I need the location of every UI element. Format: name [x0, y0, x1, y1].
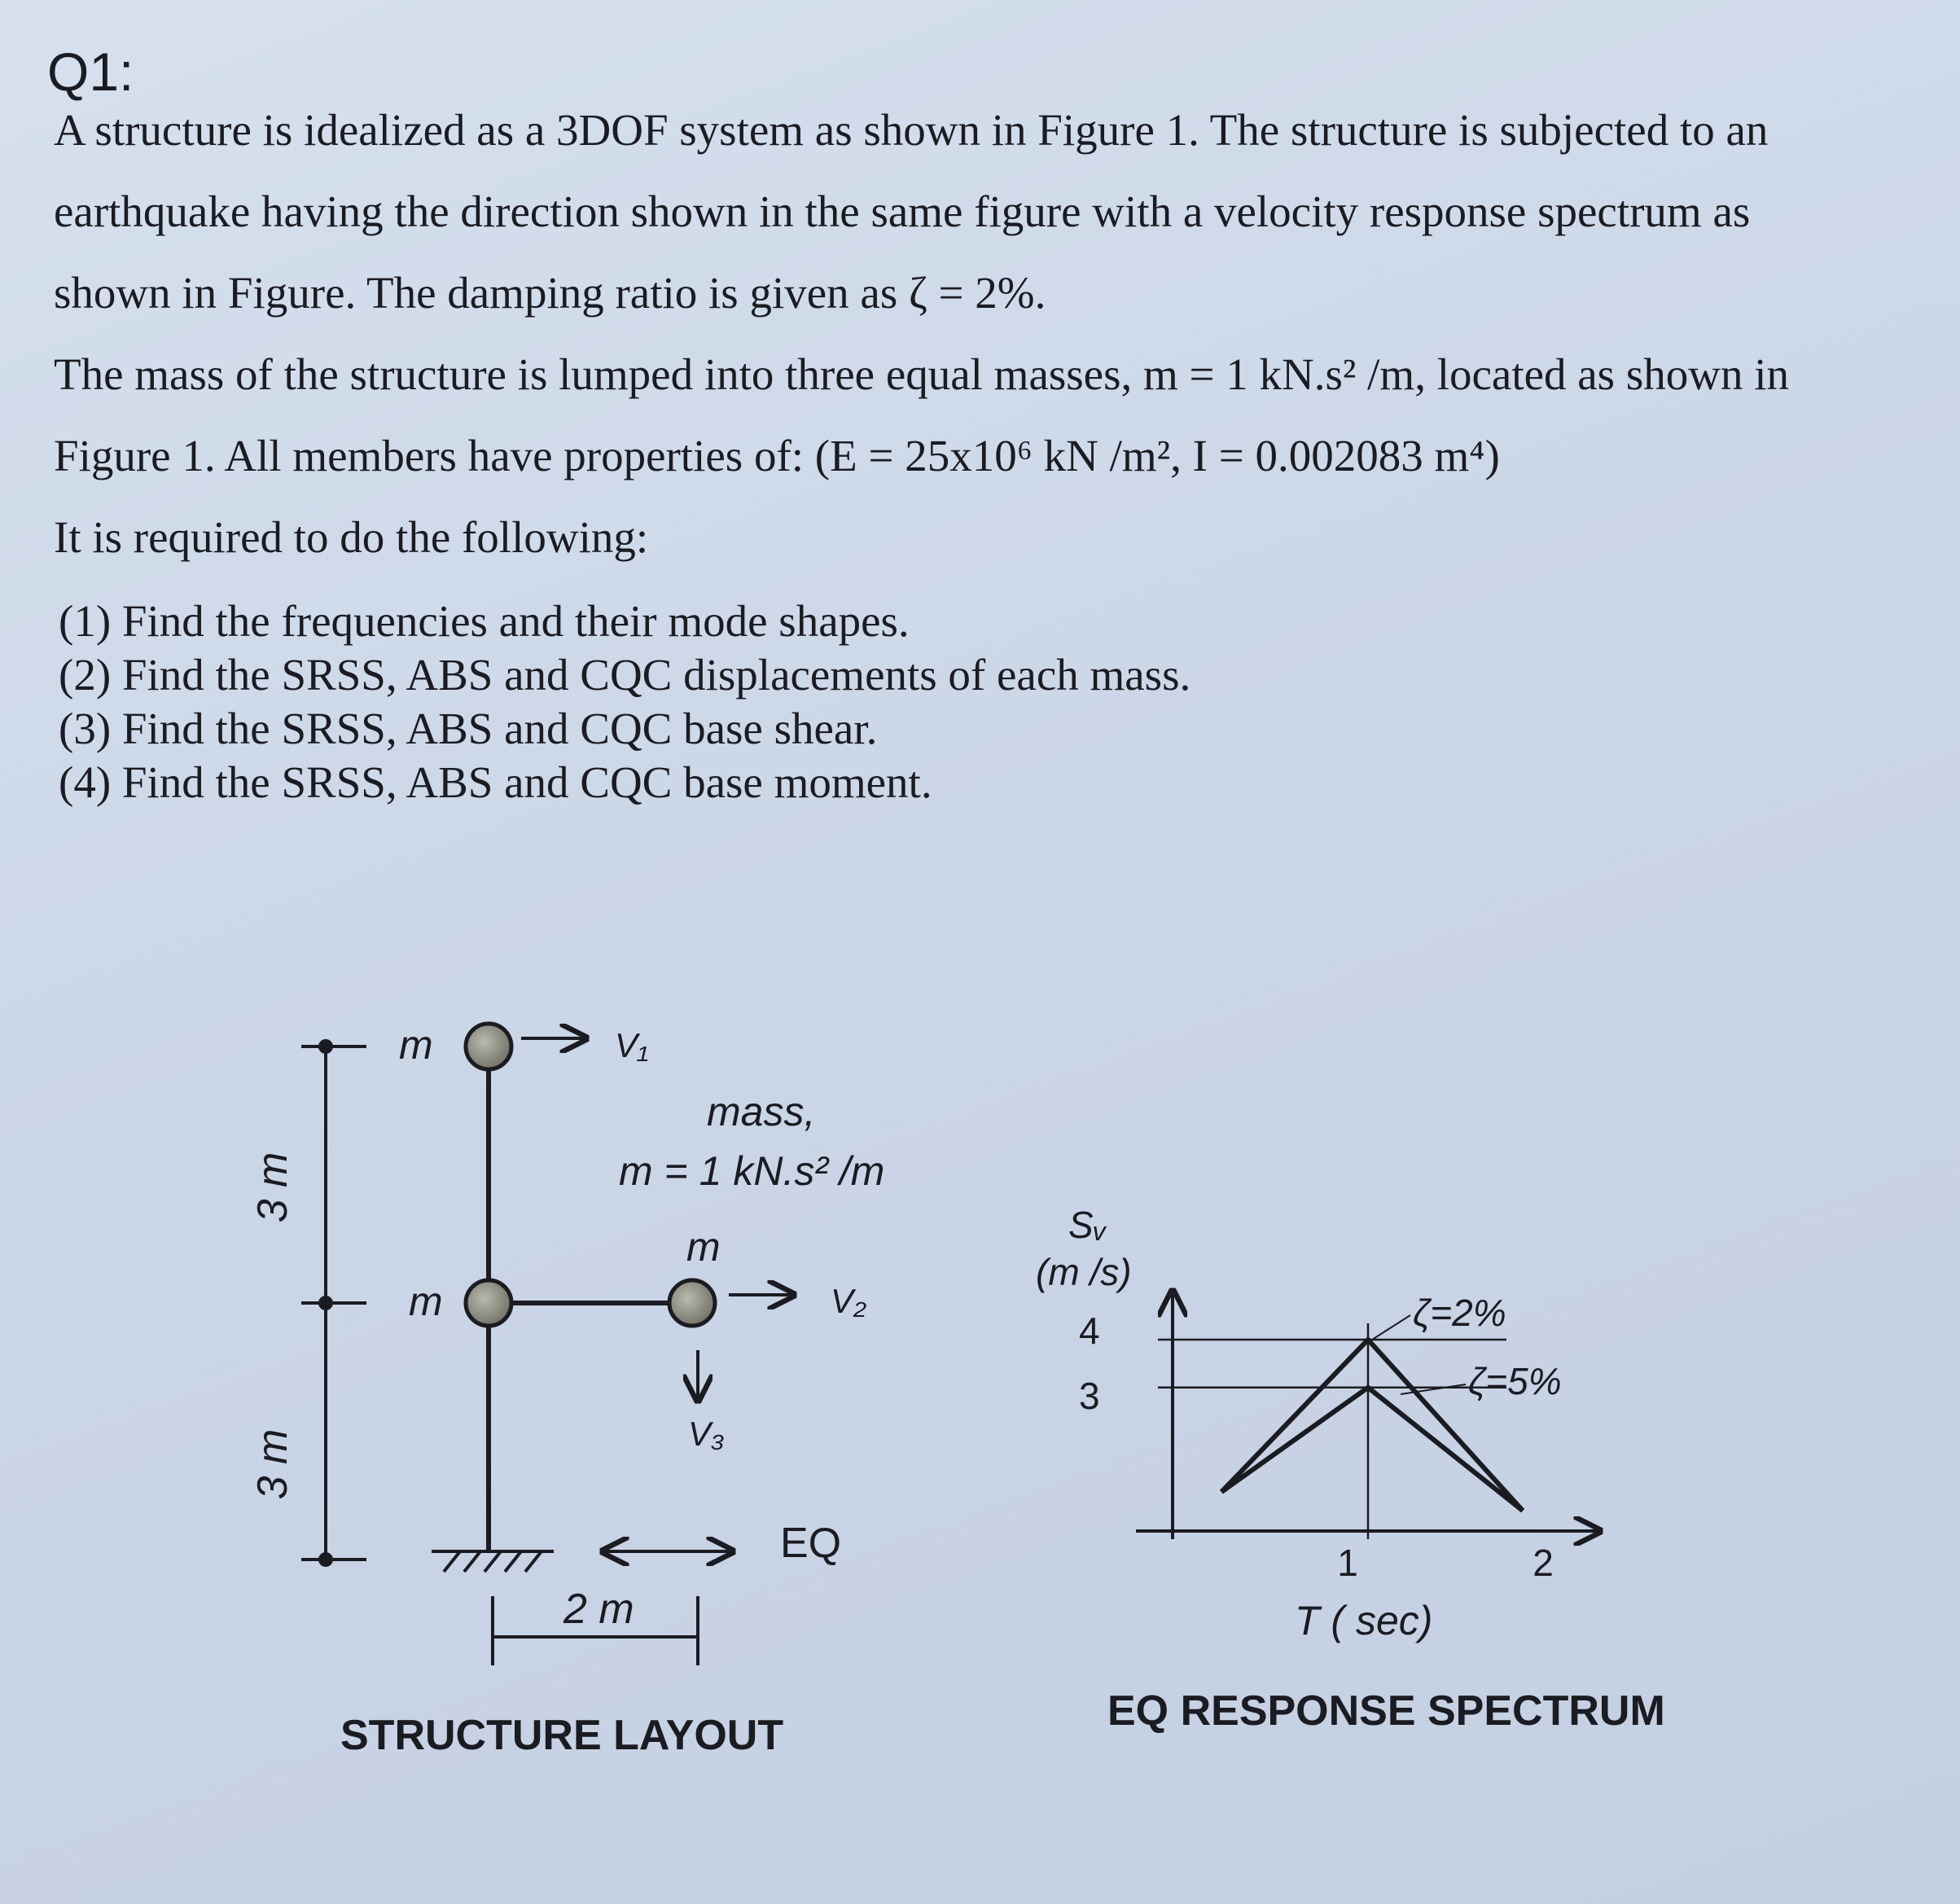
mass-note-line-1: mass,: [707, 1089, 816, 1134]
curve-label-5pct: ζ=5%: [1468, 1360, 1562, 1402]
spectrum-y-label-line-1: Sᵥ: [1068, 1204, 1107, 1246]
dof-v1-label: V₁: [615, 1026, 649, 1064]
dimension-label-upper: 3 m: [249, 1152, 296, 1223]
spectrum-y-label-line-2: (m /s): [1036, 1251, 1132, 1293]
requirement-item: (2) Find the SRSS, ABS and CQC displacements of each mass.: [59, 650, 1191, 700]
spectrum-x-tick-1: 1: [1337, 1542, 1358, 1584]
dimension-label-lower: 3 m: [249, 1428, 296, 1500]
mass-mid-label: m: [409, 1279, 443, 1324]
curve-label-2-leader: [1372, 1315, 1410, 1340]
requirement-item: (1) Find the frequencies and their mode shapes.: [59, 596, 910, 646]
requirement-item: (4) Find the SRSS, ABS and CQC base moment.: [59, 757, 932, 807]
question-line-5: Figure 1. All members have properties of: (E = 25x10⁶ kN /m², I = 0.002083 m⁴): [54, 431, 1500, 480]
question-line-1: A structure is idealized as a 3DOF system as shown in Figure 1. The structure is subjected to an: [54, 105, 1769, 155]
eq-label: EQ: [780, 1520, 842, 1567]
spectrum-y-tick-3: 3: [1079, 1375, 1100, 1417]
curve-label-2pct: ζ=2%: [1413, 1292, 1506, 1334]
question-line-6: It is required to do the following:: [54, 512, 649, 562]
requirement-item: (3) Find the SRSS, ABS and CQC base shear.: [59, 704, 878, 753]
dof-v3-label: V₃: [688, 1415, 725, 1453]
spectrum-caption: EQ RESPONSE SPECTRUM: [1107, 1687, 1665, 1735]
structure-caption: STRUCTURE LAYOUT: [340, 1712, 784, 1759]
spectrum-x-label: T ( sec): [1295, 1598, 1433, 1643]
question-title: Q1:: [47, 42, 134, 102]
question-line-2: earthquake having the direction shown in the same figure with a velocity response spectrum as: [54, 186, 1751, 236]
spectrum-y-tick-4: 4: [1079, 1310, 1100, 1352]
dof-v2-label: V₂: [831, 1282, 867, 1320]
mass-note-line-2: m = 1 kN.s² /m: [619, 1148, 885, 1194]
spectrum-series-line-2: [1221, 1388, 1523, 1511]
question-line-3: shown in Figure. The damping ratio is given as ζ = 2%.: [54, 268, 1046, 318]
spectrum-x-tick-2: 2: [1532, 1542, 1554, 1584]
question-line-4: The mass of the structure is lumped into three equal masses, m = 1 kN.s² /m, located as shown in: [54, 349, 1789, 399]
mass-top-label: m: [399, 1022, 433, 1068]
dimension-label-horizontal: 2 m: [563, 1586, 634, 1633]
mass-right-label: m: [686, 1224, 721, 1270]
